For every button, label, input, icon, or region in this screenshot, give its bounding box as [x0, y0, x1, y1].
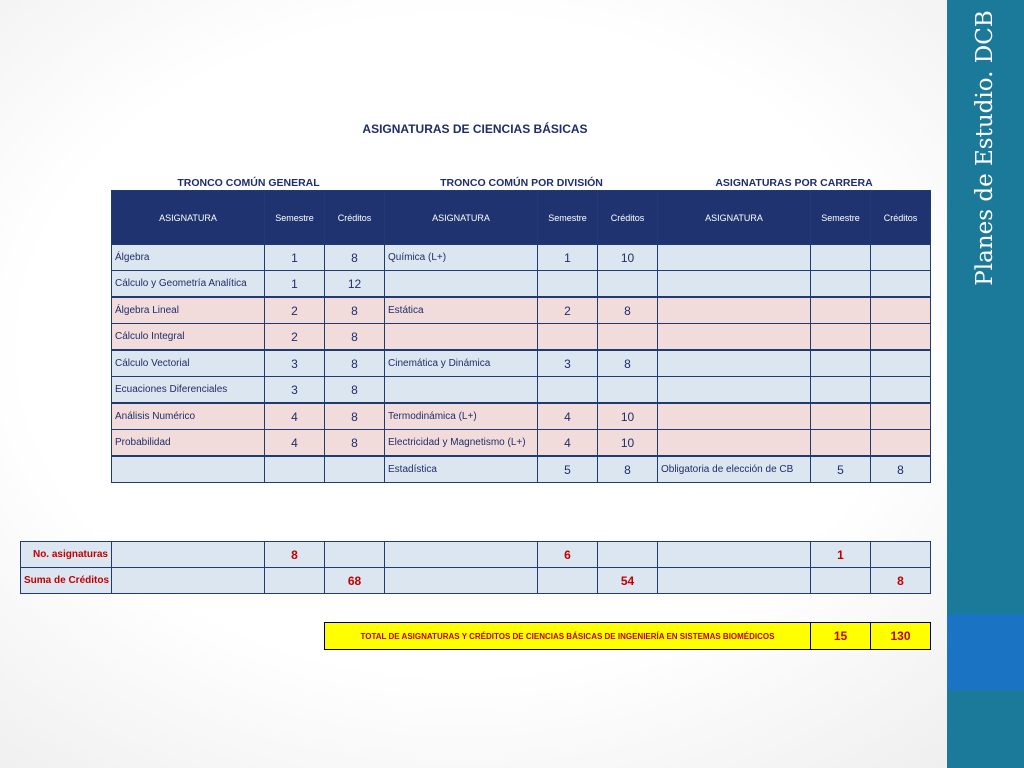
semester-cell: [811, 324, 871, 351]
summary-table: [20, 541, 931, 594]
subject-name-cell: Probabilidad: [112, 430, 265, 457]
subject-name-cell: [112, 456, 265, 483]
header-semestre: Semestre: [538, 191, 598, 245]
credits-cell: 8: [325, 377, 385, 404]
credits-cell: 8: [325, 324, 385, 351]
subject-name-cell: Álgebra Lineal: [112, 297, 265, 324]
semester-cell: 3: [265, 377, 325, 404]
subject-name-cell: Álgebra: [112, 245, 265, 271]
subject-name-cell: [385, 271, 538, 298]
credits-cell: 8: [325, 403, 385, 430]
header-semestre: Semestre: [811, 191, 871, 245]
semester-cell: 4: [538, 430, 598, 457]
credits-cell: [871, 297, 931, 324]
header-semestre: Semestre: [265, 191, 325, 245]
credits-por-carrera: 8: [871, 568, 931, 594]
subject-name-cell: Estática: [385, 297, 538, 324]
credits-cell: 10: [598, 245, 658, 271]
subject-name-cell: Cálculo Integral: [112, 324, 265, 351]
header-asignatura: ASIGNATURA: [385, 191, 538, 245]
semester-cell: [811, 271, 871, 298]
count-tronco-division: 6: [538, 542, 598, 568]
semester-cell: 3: [538, 350, 598, 377]
count-tronco-general: 8: [265, 542, 325, 568]
credits-cell: 8: [325, 430, 385, 457]
credits-cell: 8: [598, 456, 658, 483]
sidebar-band: [947, 0, 1024, 768]
group-tronco-general: TRONCO COMÚN GENERAL: [177, 177, 320, 189]
header-asignatura: ASIGNATURA: [658, 191, 811, 245]
credits-cell: [871, 430, 931, 457]
semester-cell: [811, 430, 871, 457]
group-por-carrera: ASIGNATURAS POR CARRERA: [715, 177, 873, 189]
subject-name-cell: [385, 324, 538, 351]
subject-name-cell: Estadística: [385, 456, 538, 483]
credits-cell: [598, 324, 658, 351]
page-title: ASIGNATURAS DE CIENCIAS BÁSICAS: [362, 122, 588, 136]
table-row: [112, 350, 931, 377]
total-table: [324, 622, 931, 650]
credits-cell: [871, 350, 931, 377]
semester-cell: [811, 350, 871, 377]
side-title: Planes de Estudio. DCB: [972, 10, 998, 286]
credits-cell: [871, 271, 931, 298]
summary-row-count: [21, 542, 931, 568]
subject-name-cell: [658, 245, 811, 271]
credits-cell: [871, 403, 931, 430]
subject-name-cell: Cálculo y Geometría Analítica: [112, 271, 265, 298]
sidebar-accent-block: [947, 614, 1024, 690]
semester-cell: [538, 377, 598, 404]
semester-cell: 1: [538, 245, 598, 271]
semester-cell: 2: [538, 297, 598, 324]
subject-name-cell: [658, 377, 811, 404]
table-header-row: [112, 191, 931, 245]
group-tronco-division: TRONCO COMÚN POR DIVISIÓN: [440, 177, 603, 189]
header-asignatura: ASIGNATURA: [112, 191, 265, 245]
credits-cell: [871, 377, 931, 404]
suma-creditos-label: Suma de Créditos: [21, 568, 112, 594]
credits-tronco-general: 68: [325, 568, 385, 594]
count-por-carrera: 1: [811, 542, 871, 568]
semester-cell: 4: [265, 430, 325, 457]
subject-name-cell: Termodinámica (L+): [385, 403, 538, 430]
table-row: [112, 245, 931, 271]
header-creditos: Créditos: [598, 191, 658, 245]
table-row: [112, 271, 931, 298]
credits-cell: 8: [325, 350, 385, 377]
credits-cell: [598, 271, 658, 298]
credits-cell: 12: [325, 271, 385, 298]
semester-cell: 4: [265, 403, 325, 430]
semester-cell: 1: [265, 271, 325, 298]
subject-name-cell: Electricidad y Magnetismo (L+): [385, 430, 538, 457]
credits-tronco-division: 54: [598, 568, 658, 594]
header-creditos: Créditos: [325, 191, 385, 245]
total-label: TOTAL DE ASIGNATURAS Y CRÉDITOS DE CIENCIAS BÁSICAS DE INGENIERÍA EN SISTEMAS BIOMÉDICOS: [325, 623, 811, 650]
semester-cell: 1: [265, 245, 325, 271]
table-row: [112, 403, 931, 430]
table-row: [112, 456, 931, 483]
semester-cell: [811, 297, 871, 324]
subject-name-cell: Cinemática y Dinámica: [385, 350, 538, 377]
table-row: [112, 377, 931, 404]
semester-cell: 5: [811, 456, 871, 483]
credits-cell: [325, 456, 385, 483]
semester-cell: [811, 245, 871, 271]
header-creditos: Créditos: [871, 191, 931, 245]
credits-cell: 10: [598, 430, 658, 457]
table-row: [112, 324, 931, 351]
semester-cell: [265, 456, 325, 483]
subject-name-cell: [658, 430, 811, 457]
total-creditos: 130: [871, 623, 931, 650]
credits-cell: 10: [598, 403, 658, 430]
credits-cell: [871, 245, 931, 271]
subject-name-cell: [658, 324, 811, 351]
total-row: [325, 623, 931, 650]
semester-cell: [538, 271, 598, 298]
subject-name-cell: [658, 403, 811, 430]
subject-name-cell: Análisis Numérico: [112, 403, 265, 430]
credits-cell: 8: [325, 297, 385, 324]
semester-cell: 2: [265, 297, 325, 324]
credits-cell: 8: [325, 245, 385, 271]
credits-cell: 8: [598, 350, 658, 377]
subject-name-cell: Obligatoria de elección de CB: [658, 456, 811, 483]
subject-name-cell: [658, 350, 811, 377]
credits-cell: 8: [598, 297, 658, 324]
subject-name-cell: [658, 271, 811, 298]
semester-cell: 3: [265, 350, 325, 377]
subject-name-cell: Cálculo Vectorial: [112, 350, 265, 377]
subject-name-cell: Ecuaciones Diferenciales: [112, 377, 265, 404]
no-asignaturas-label: No. asignaturas: [21, 542, 112, 568]
semester-cell: [538, 324, 598, 351]
table-row: [112, 430, 931, 457]
credits-cell: [598, 377, 658, 404]
semester-cell: [811, 377, 871, 404]
summary-row-credits: [21, 568, 931, 594]
semester-cell: 4: [538, 403, 598, 430]
total-asignaturas: 15: [811, 623, 871, 650]
credits-cell: 8: [871, 456, 931, 483]
table-row: [112, 297, 931, 324]
semester-cell: 5: [538, 456, 598, 483]
subject-name-cell: Química (L+): [385, 245, 538, 271]
subject-name-cell: [658, 297, 811, 324]
subject-name-cell: [385, 377, 538, 404]
semester-cell: 2: [265, 324, 325, 351]
credits-cell: [871, 324, 931, 351]
subjects-table: [111, 190, 931, 483]
semester-cell: [811, 403, 871, 430]
